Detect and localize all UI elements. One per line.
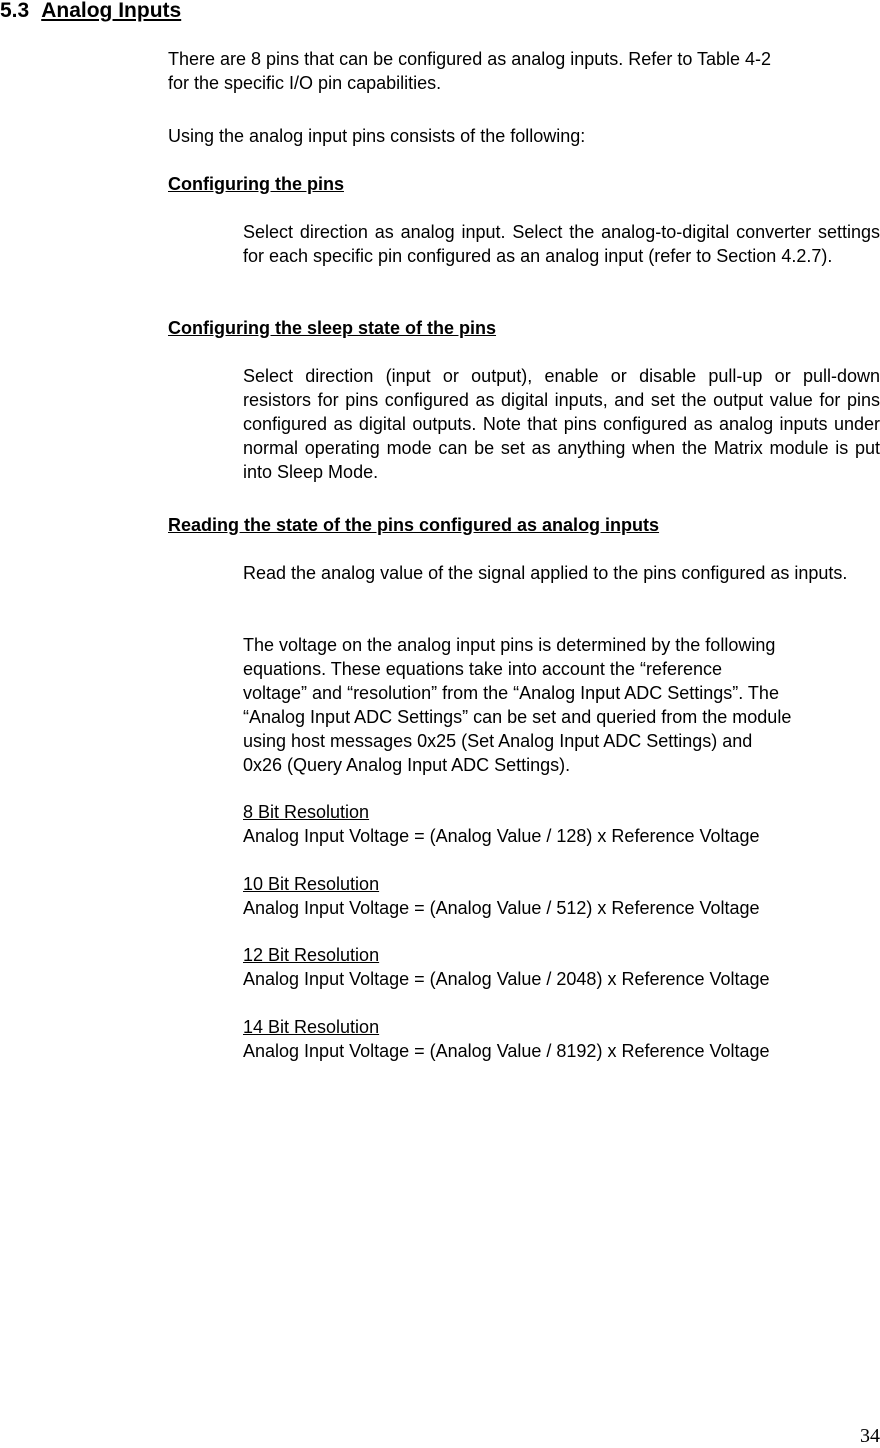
equation-title: 12 Bit Resolution <box>243 945 380 965</box>
equation-formula: Analog Input Voltage = (Analog Value / 2048) x Reference Voltage <box>243 969 770 989</box>
equation-title: 10 Bit Resolution <box>243 874 380 894</box>
voltage-paragraph-line-2: equations. These equations take into account the “reference <box>243 659 722 679</box>
sleep-state-heading: Configuring the sleep state of the pins <box>168 318 497 338</box>
equation-title: 8 Bit Resolution <box>243 802 370 822</box>
equation-title: 14 Bit Resolution <box>243 1017 380 1037</box>
voltage-paragraph-line-1: The voltage on the analog input pins is determined by the following <box>243 635 776 655</box>
equation-block <box>243 1015 880 1063</box>
voltage-paragraph-line-4: “Analog Input ADC Settings” can be set and queried from the module <box>243 707 792 727</box>
voltage-paragraph-line-6: 0x26 (Query Analog Input ADC Settings). <box>243 755 571 775</box>
equation-block <box>243 800 880 848</box>
reading-state-heading: Reading the state of the pins configured as analog inputs <box>168 515 660 535</box>
voltage-paragraph-line-3: voltage” and “resolution” from the “Analog Input ADC Settings”. The <box>243 683 779 703</box>
equation-formula: Analog Input Voltage = (Analog Value / 128) x Reference Voltage <box>243 826 760 846</box>
equation-formula: Analog Input Voltage = (Analog Value / 8192) x Reference Voltage <box>243 1041 770 1061</box>
section-heading <box>0 0 181 24</box>
using-paragraph: Using the analog input pins consists of the following: <box>168 126 586 146</box>
intro-line-1: There are 8 pins that can be configured as analog inputs. Refer to Table 4-2 <box>168 49 772 69</box>
configuring-pins-heading: Configuring the pins <box>168 174 344 194</box>
reading-state-body: Read the analog value of the signal applied to the pins configured as inputs. <box>243 563 848 583</box>
intro-line-2: for the specific I/O pin capabilities. <box>168 73 442 93</box>
equation-block <box>243 872 880 920</box>
equation-block <box>243 943 880 991</box>
sleep-state-body: Select direction (input or output), enable or disable pull-up or pull-down resistors for pins configured as digital inputs, and set the output value for pins configured as digital outputs. Note that pins configured as analog inputs under normal operating mode can be set as anything when the Matrix module is put into Sleep Mode. <box>243 366 880 482</box>
page-number: 34 <box>860 1425 880 1447</box>
section-number: 5.3 <box>0 0 30 22</box>
section-title: Analog Inputs <box>41 0 182 22</box>
equation-formula: Analog Input Voltage = (Analog Value / 512) x Reference Voltage <box>243 898 760 918</box>
voltage-paragraph-line-5: using host messages 0x25 (Set Analog Input ADC Settings) and <box>243 731 753 751</box>
configuring-pins-body: Select direction as analog input. Select the analog-to-digital converter settings for each specific pin configured as an analog input (refer to Section 4.2.7). <box>243 222 880 266</box>
